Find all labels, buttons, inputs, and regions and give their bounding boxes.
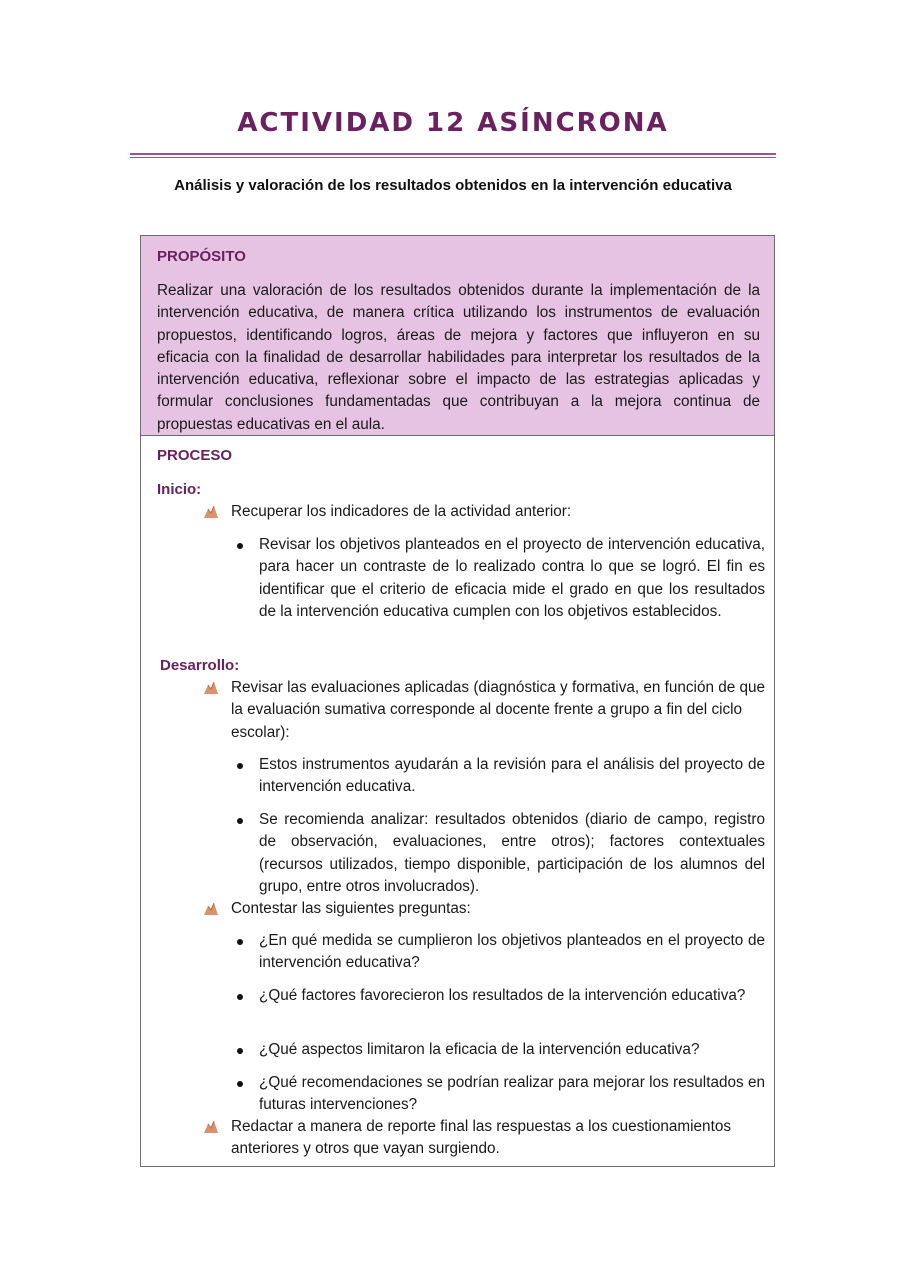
bullet-dot (237, 1048, 243, 1054)
title-rule-thin (130, 157, 776, 158)
inicio-bullet-1 (237, 534, 765, 623)
bullet-dot (237, 543, 243, 549)
desarrollo-bullet-1-text: Estos instrumentos ayudarán a la revisión para el análisis del proyecto de intervención educativa. (259, 756, 765, 796)
question-4-text: ¿Qué recomendaciones se podrían realizar para mejorar los resultados en futuras intervenciones? (259, 1074, 765, 1114)
inicio-item-1 (203, 501, 771, 523)
question-2-text: ¿Qué factores favorecieron los resultados de la intervención educativa? (259, 987, 746, 1004)
page-title: ACTIVIDAD 12 ASÍNCRONA (237, 108, 669, 138)
question-4 (237, 1072, 765, 1117)
proposito-section (141, 236, 774, 436)
desarrollo-label: Desarrollo: (160, 657, 240, 674)
desarrollo-bullet-1 (237, 754, 765, 799)
question-1 (237, 930, 765, 975)
desarrollo-item-2-text: Contestar las siguientes preguntas: (231, 900, 471, 917)
title-rule (130, 153, 776, 155)
desarrollo-item-1-text: Revisar las evaluaciones aplicadas (diagnóstica y formativa, en función de que la evaluación sumativa corresponde al docente frente a grupo a fin del ciclo escolar): (231, 679, 765, 741)
proposito-heading: PROPÓSITO (157, 248, 246, 265)
desarrollo-item-1 (203, 677, 771, 744)
arrow-bullet-icon (203, 681, 219, 695)
question-3 (237, 1039, 765, 1061)
arrow-bullet-icon (203, 902, 219, 916)
inicio-label: Inicio: (157, 481, 202, 498)
bullet-dot (237, 939, 243, 945)
bullet-dot (237, 763, 243, 769)
arrow-bullet-icon (203, 505, 219, 519)
desarrollo-bullet-2-text: Se recomienda analizar: resultados obtenidos (diario de campo, registro de observación, evaluaciones, entre otros); factores contextuales (recursos utilizados, tiempo disponible, participación de los alumnos del grupo, entre otros involucrados). (259, 811, 765, 895)
proposito-text: Realizar una valoración de los resultados obtenidos durante la implementación de la intervención educativa, de manera crítica utilizando los instrumentos de evaluación propuestos, identificando logros, áreas de mejora y factores que influyeron en su eficacia con la finalidad de desarrollar habilidades para interpretar los resultados de la intervención educativa, reflexionar sobre el impacto de las estrategias aplicadas y formular conclusiones fundamentadas que contribuyan a la mejora continua de propuestas educativas en el aula. (157, 282, 760, 433)
desarrollo-bullet-2 (237, 809, 765, 898)
inicio-bullet-1-text: Revisar los objetivos planteados en el proyecto de intervención educativa, para hacer un contraste de lo realizado contra lo que se logró. El fin es identificar que el criterio de eficacia mide el grado en que los resultados de la intervención educativa cumplen con los objetivos establecidos. (259, 536, 765, 620)
arrow-bullet-icon (203, 1120, 219, 1134)
desarrollo-item-3 (203, 1116, 771, 1161)
question-1-text: ¿En qué medida se cumplieron los objetivos planteados en el proyecto de intervención educativa? (259, 932, 765, 972)
bullet-dot (237, 818, 243, 824)
bullet-dot (237, 994, 243, 1000)
desarrollo-item-3-text: Redactar a manera de reporte final las respuestas a los cuestionamientos anteriores y otros que vayan surgiendo. (231, 1118, 731, 1158)
inicio-item-1-text: Recuperar los indicadores de la actividad anterior: (231, 503, 572, 520)
page-subtitle: Análisis y valoración de los resultados obtenidos en la intervención educativa (174, 177, 732, 194)
bullet-dot (237, 1081, 243, 1087)
question-3-text: ¿Qué aspectos limitaron la eficacia de la intervención educativa? (259, 1041, 700, 1058)
activity-box (140, 235, 775, 1167)
desarrollo-item-2 (203, 898, 771, 920)
proceso-heading: PROCESO (157, 447, 233, 464)
question-2 (237, 985, 765, 1007)
